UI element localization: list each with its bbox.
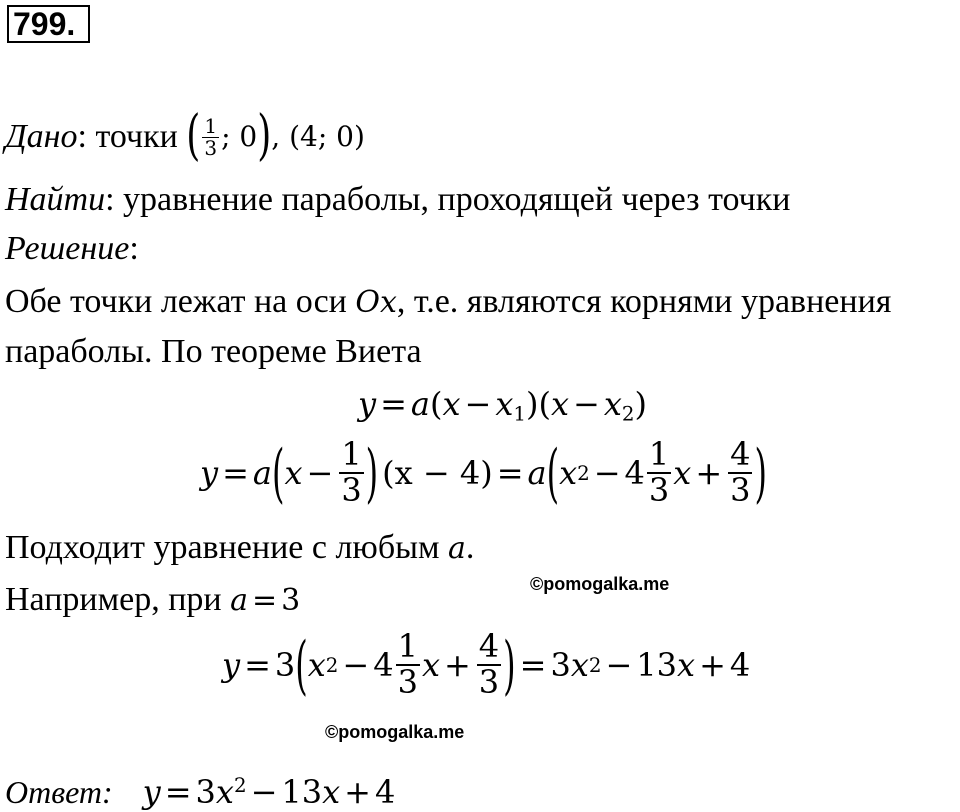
f3-rhs-x2: x — [677, 646, 696, 684]
f1-minus1: − — [464, 385, 492, 423]
f3-plus: + — [443, 646, 471, 684]
example-val: 3 — [281, 583, 301, 618]
f3-exp: 2 — [325, 653, 339, 677]
f1-y: y — [358, 385, 377, 423]
find-label: Найти — [5, 181, 106, 218]
f3-frac2-den: 3 — [478, 663, 500, 701]
paragraph-line1-a: Обе точки лежат на оси — [5, 283, 356, 320]
point1-fraction — [202, 113, 219, 160]
f2-fraction-3 — [728, 435, 752, 509]
f3-bigparen-close: ) — [503, 627, 516, 703]
f2-frac3-num: 4 — [730, 435, 751, 474]
answer-c13: 13 — [281, 772, 323, 811]
f1-p1-open: ( — [429, 385, 443, 423]
f3-bigparen-open: ( — [295, 627, 308, 703]
f1-x2: x — [550, 385, 569, 423]
f2-eq2: = — [496, 454, 524, 492]
f3-whole: 4 — [373, 646, 394, 684]
f2-y: y — [200, 454, 219, 492]
point1-numerator: 1 — [204, 113, 218, 138]
given-colon: : — [77, 118, 87, 155]
f1-eq: = — [380, 385, 407, 423]
point2: , (4; 0) — [271, 120, 365, 153]
f3-rhs-x: x — [570, 646, 589, 684]
answer-x: x — [215, 772, 234, 811]
f2-group2: (x − 4) — [382, 454, 493, 492]
f2-frac2-num: 1 — [648, 435, 670, 474]
example-text: Например, при — [5, 581, 231, 618]
answer-minus: − — [250, 772, 278, 811]
point1-close-paren: ) — [257, 105, 272, 167]
f3-coef: 3 — [274, 646, 296, 684]
f2-frac1-den: 3 — [341, 471, 362, 509]
answer-line — [5, 766, 396, 811]
f1-minus2: − — [573, 385, 600, 423]
formula-example — [222, 620, 750, 710]
f1-p2-open: ( — [538, 385, 551, 423]
point1-rest: ; 0 — [221, 120, 258, 153]
point1-open-paren: ( — [186, 105, 201, 167]
solution-colon: : — [129, 230, 139, 267]
formula-expanded — [200, 428, 767, 518]
answer-plus: + — [344, 772, 371, 811]
paragraph-line1-b: , т.е. являются корнями уравнения — [396, 283, 892, 320]
f2-bigparen-close-2: ) — [754, 435, 767, 511]
f2-frac1-num: 1 — [341, 435, 362, 474]
paragraph-line2: параболы. По теореме Виета — [5, 333, 422, 370]
f1-p1-close: ) — [525, 385, 539, 423]
f3-eq1: = — [244, 646, 271, 684]
f2-bigparen-open-2: ( — [546, 435, 560, 511]
answer-label: Ответ: — [5, 773, 113, 810]
watermark-1: ©pomogalka.me — [530, 574, 670, 594]
solution-label: Решение — [5, 230, 130, 267]
f1-sub1: 1 — [513, 402, 526, 426]
f2-a1: a — [252, 454, 272, 492]
f3-eq2: = — [519, 646, 547, 684]
f2-minus-a: − — [306, 454, 334, 492]
f2-frac3-den: 3 — [730, 471, 751, 509]
f2-a2: a — [527, 454, 547, 492]
example-eq: = — [251, 583, 278, 618]
f3-rhs-minus: − — [605, 646, 633, 684]
f2-bigparen-open-1: ( — [271, 435, 285, 511]
f2-x-b: x — [559, 454, 578, 492]
given-line — [5, 105, 365, 167]
f2-fraction-2 — [647, 435, 671, 509]
answer-exp: 2 — [233, 774, 247, 797]
f2-x-c: x — [673, 454, 692, 492]
f2-fraction-1 — [339, 435, 363, 509]
any-a-end: . — [465, 529, 475, 566]
find-line — [5, 180, 790, 220]
answer-x2: x — [322, 772, 341, 811]
f3-fraction-2 — [477, 627, 501, 701]
f1-a: a — [410, 385, 430, 423]
solution-line — [5, 229, 139, 269]
f1-x1: x — [442, 385, 461, 423]
f3-fraction-1 — [396, 627, 420, 701]
paragraph-line-2 — [5, 332, 422, 372]
axis-variable: Ox — [355, 285, 397, 320]
any-a-line — [5, 528, 474, 569]
f3-minus: − — [342, 646, 370, 684]
given-label: Дано — [5, 118, 78, 155]
example-line — [5, 580, 300, 621]
answer-y: y — [142, 772, 161, 811]
f1-sub2: 2 — [621, 402, 635, 426]
f3-frac1-den: 3 — [397, 663, 418, 701]
f2-bigparen-close-1: ) — [365, 435, 379, 511]
f2-minus-b: − — [593, 454, 621, 492]
given-text: точки — [86, 118, 187, 155]
answer-c4: 4 — [374, 772, 396, 811]
answer-c3: 3 — [195, 772, 216, 811]
f3-rhs-plus: + — [699, 646, 726, 684]
f3-rhs-13: 13 — [636, 646, 678, 684]
watermark-2: ©pomogalka.me — [325, 722, 465, 742]
f1-p2-close: ) — [634, 385, 647, 423]
any-a-text: Подходит уравнение с любым — [5, 529, 448, 566]
f2-exp: 2 — [577, 461, 590, 485]
f3-x-a: x — [307, 646, 326, 684]
f2-whole: 4 — [624, 454, 645, 492]
f3-rhs-4: 4 — [729, 646, 751, 684]
f3-rhs-exp: 2 — [588, 653, 602, 677]
point1-denominator: 3 — [204, 135, 218, 160]
f3-rhs-3: 3 — [550, 646, 571, 684]
f1-xs2: x — [603, 385, 622, 423]
paragraph-line-1 — [5, 282, 891, 323]
problem-number: 799. — [13, 6, 76, 42]
f2-x-a: x — [284, 454, 303, 492]
f3-y: y — [222, 646, 241, 684]
example-var: a — [230, 583, 248, 618]
answer-eq: = — [164, 772, 192, 811]
any-a-var: a — [447, 531, 466, 566]
f2-eq1: = — [222, 454, 249, 492]
find-text: : уравнение параболы, проходящей через точки — [105, 181, 791, 218]
f3-frac2-num: 4 — [478, 627, 500, 666]
f3-x-b: x — [421, 646, 440, 684]
f2-frac2-den: 3 — [648, 471, 670, 509]
f2-plus: + — [695, 454, 723, 492]
f3-frac1-num: 1 — [397, 627, 418, 666]
f1-xs1: x — [495, 385, 514, 423]
